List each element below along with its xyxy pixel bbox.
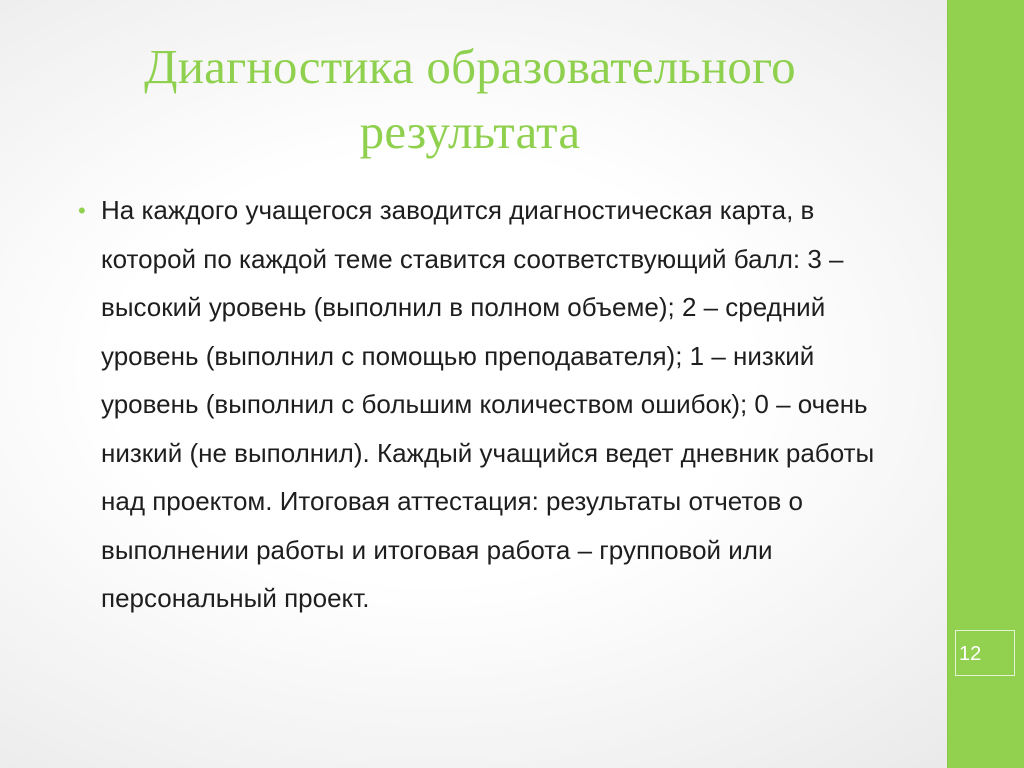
bullet-list-item: [78, 186, 908, 623]
slide-title-line-2: результата: [359, 104, 581, 159]
slide-content: [78, 186, 908, 623]
slide-title: [40, 34, 900, 164]
bullet-icon: •: [78, 198, 86, 223]
bullet-text: На каждого учащегося заводится диагностическая карта, в которой по каждой теме ставится соответствующий балл: 3 – высокий уровень (выполнил в полном объеме); 2 – средний уровень (выполнил с помощью преподавателя); 1 – низкий уровень (выполнил с большим количеством ошибок); 0 – очень низкий (не выполнил). Каждый учащийся ведет дневник работы над проектом. Итоговая аттестация: результаты отчетов о выполнении работы и итоговая работа – групповой или персональный проект.: [101, 195, 875, 613]
slide-number-box: 12: [955, 630, 1015, 676]
slide-title-line-1: Диагностика образовательного: [144, 39, 796, 94]
